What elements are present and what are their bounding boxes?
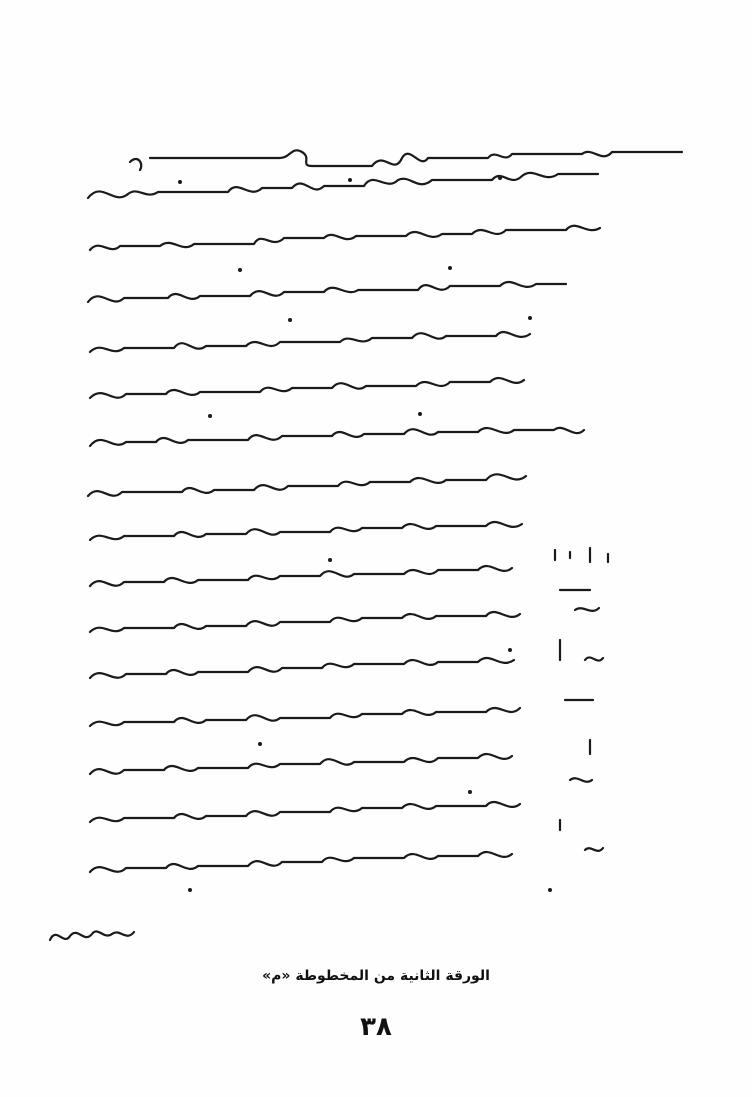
figure-caption: الورقة الثانية من المخطوطة «م» [262, 968, 490, 984]
handwritten-manuscript-icon [30, 120, 730, 960]
manuscript-image [30, 120, 730, 960]
page-number: ٣٨ [360, 1012, 392, 1042]
